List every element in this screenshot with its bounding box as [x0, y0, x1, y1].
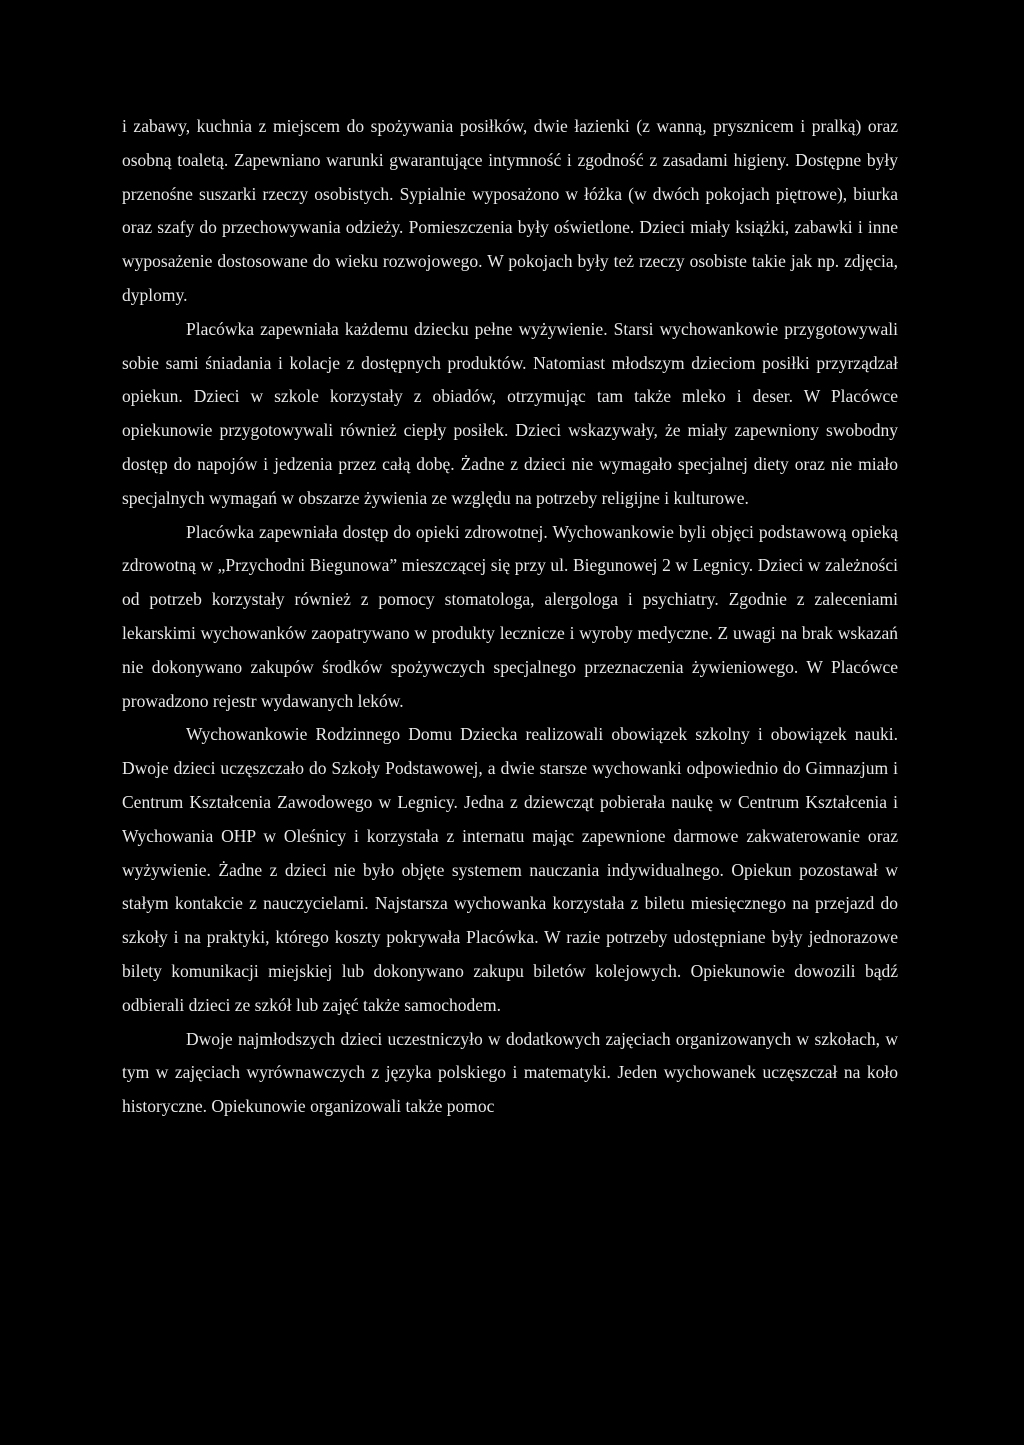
paragraph-5: Dwoje najmłodszych dzieci uczestniczyło w dodatkowych zajęciach organizowanych w szkołach, w tym w zajęciach wyrównawczych z języka polskiego i matematyki. Jeden wychowanek uczęszczał na koło historyczne. Opiekunowie organizowali także pomoc [122, 1028, 898, 1117]
document-page [122, 110, 898, 1124]
paragraph-3: Placówka zapewniała dostęp do opieki zdrowotnej. Wychowankowie byli objęci podstawową opieką zdrowotną w „Przychodni Biegunowa” mieszczącej się przy ul. Biegunowej 2 w Legnicy. Dzieci w zależności od potrzeb korzystały również z pomocy stomatologa, alergologa i psychiatry. Zgodnie z zaleceniami lekarskimi wychowanków zaopatrywano w produkty lecznicze i wyroby medyczne. Z uwagi na brak wskazań nie dokonywano zakupów środków spożywczych specjalnego przeznaczenia żywieniowego. W Placówce prowadzono rejestr wydawanych leków. [122, 521, 898, 711]
paragraph-4: Wychowankowie Rodzinnego Domu Dziecka realizowali obowiązek szkolny i obowiązek nauki. Dwoje dzieci uczęszczało do Szkoły Podstawowej, a dwie starsze wychowanki odpowiednio do Gimnazjum i Centrum Kształcenia Zawodowego w Legnicy. Jedna z dziewcząt pobierała naukę w Centrum Kształcenia i Wychowania OHP w Oleśnicy i korzystała z internatu mając zapewnione darmowe zakwaterowanie oraz wyżywienie. Żadne z dzieci nie było objęte systemem nauczania indywidualnego. Opiekun pozostawał w stałym kontakcie z nauczycielami. Najstarsza wychowanka korzystała z biletu miesięcznego na przejazd do szkoły i na praktyki, którego koszty pokrywała Placówka. W razie potrzeby udostępniane były jednorazowe bilety komunikacji miejskiej lub dokonywano zakupu biletów kolejowych. Opiekunowie dowozili bądź odbierali dzieci ze szkół lub zajęć także samochodem. [122, 724, 898, 1015]
paragraph-2: Placówka zapewniała każdemu dziecku pełne wyżywienie. Starsi wychowankowie przygotowywali sobie sami śniadania i kolacje z dostępnych produktów. Natomiast młodszym dzieciom posiłki przyrządzał opiekun. Dzieci w szkole korzystały z obiadów, otrzymując tam także mleko i deser. W Placówce opiekunowie przygotowywali również ciepły posiłek. Dzieci wskazywały, że miały zapewniony swobodny dostęp do napojów i jedzenia przez całą dobę. Żadne z dzieci nie wymagało specjalnej diety oraz nie miało specjalnych wymagań w obszarze żywienia ze względu na potrzeby religijne i kulturowe. [122, 318, 898, 508]
paragraph-1: i zabawy, kuchnia z miejscem do spożywania posiłków, dwie łazienki (z wanną, prysznicem i pralką) oraz osobną toaletą. Zapewniano warunki gwarantujące intymność i zgodność z zasadami higieny. Dostępne były przenośne suszarki rzeczy osobistych. Sypialnie wyposażono w łóżka (w dwóch pokojach piętrowe), biurka oraz szafy do przechowywania odzieży. Pomieszczenia były oświetlone. Dzieci miały książki, zabawki i inne wyposażenie dostosowane do wieku rozwojowego. W pokojach były też rzeczy osobiste takie jak np. zdjęcia, dyplomy. [122, 116, 898, 305]
